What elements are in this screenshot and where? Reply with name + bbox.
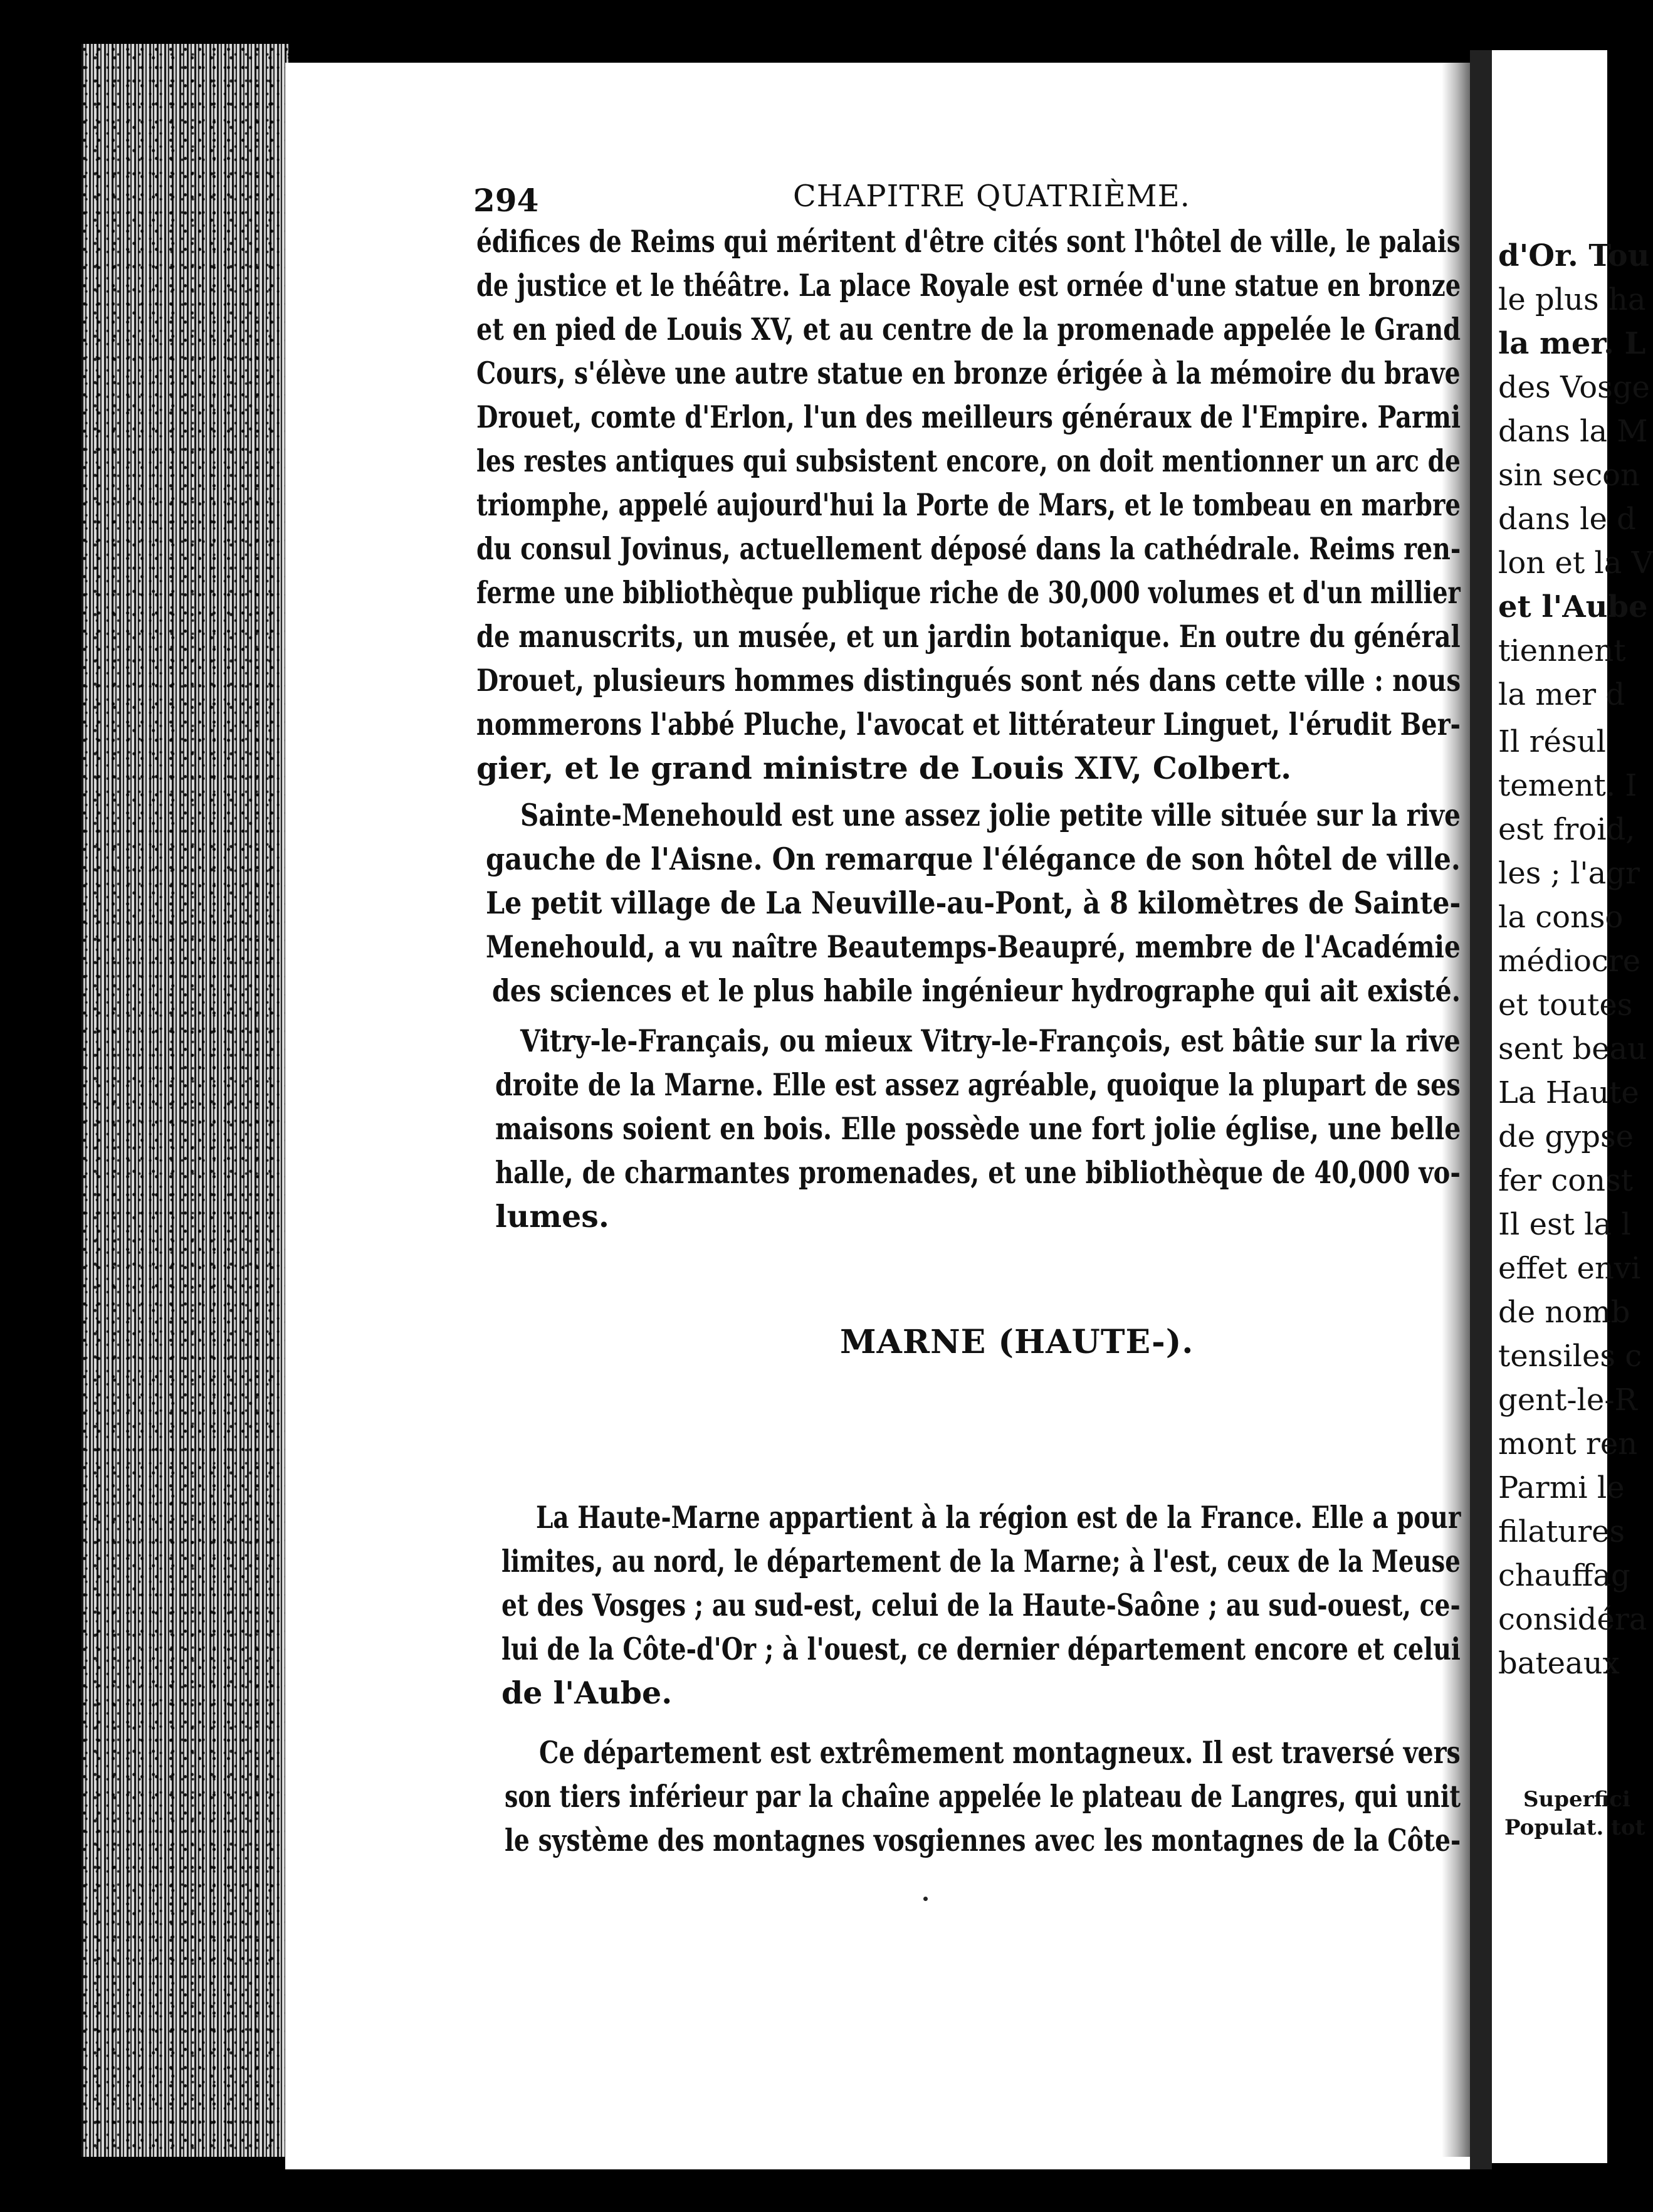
text-line: gier, et le grand ministre de Louis XIV, Colbert. bbox=[476, 750, 1292, 786]
text-line: Vitry-le-Français, ou mieux Vitry-le-François, est bâtie sur la rive bbox=[520, 1023, 1461, 1059]
running-head: CHAPITRE QUATRIÈME. bbox=[793, 179, 1190, 214]
text-line: des sciences et le plus habile ingénieur hydrographe qui ait existé. bbox=[492, 972, 1461, 1009]
facing-line: et toutes bbox=[1498, 988, 1633, 1023]
facing-line: considéra bbox=[1498, 1602, 1647, 1637]
facing-line: effet envi bbox=[1498, 1251, 1641, 1286]
facing-line: chauffag bbox=[1498, 1558, 1630, 1593]
ink-dot bbox=[923, 1897, 928, 1901]
text-line: Drouet, comte d'Erlon, l'un des meilleurs généraux de l'Empire. Parmi bbox=[476, 399, 1461, 435]
facing-line: tensiles c bbox=[1498, 1339, 1642, 1374]
text-line: Le petit village de La Neuville-au-Pont, à 8 kilomètres de Sainte- bbox=[486, 885, 1461, 921]
facing-line: médiocre bbox=[1498, 944, 1641, 979]
text-line: ferme une bibliothèque publique riche de 30,000 volumes et d'un millier bbox=[476, 574, 1461, 611]
text-line: son tiers inférieur par la chaîne appelée le plateau de Langres, qui unit bbox=[505, 1778, 1461, 1814]
right-page-fragment bbox=[1492, 50, 1653, 2163]
facing-line: et l'Aube bbox=[1498, 589, 1648, 624]
text-line: limites, au nord, le département de la Marne; à l'est, ceux de la Meuse bbox=[501, 1543, 1461, 1579]
text-line: maisons soient en bois. Elle possède une fort jolie église, une belle bbox=[495, 1110, 1461, 1147]
text-line: et des Vosges ; au sud-est, celui de la Haute-Saône ; au sud-ouest, ce- bbox=[501, 1587, 1461, 1623]
text-line: Cours, s'élève une autre statue en bronze érigée à la mémoire du brave bbox=[476, 355, 1461, 391]
text-line: Drouet, plusieurs hommes distingués sont nés dans cette ville : nous bbox=[476, 662, 1461, 698]
facing-line: la mer d bbox=[1498, 677, 1625, 712]
facing-footer-line: Populat. tot bbox=[1504, 1815, 1645, 1840]
facing-line: dans le d bbox=[1498, 502, 1636, 537]
text-line: de justice et le théâtre. La place Royale est ornée d'une statue en bronze bbox=[476, 267, 1461, 303]
facing-line: la mer. L bbox=[1498, 326, 1646, 361]
facing-line: tiennent bbox=[1498, 633, 1626, 668]
text-line: et en pied de Louis XV, et au centre de la promenade appelée le Grand bbox=[476, 311, 1461, 347]
text-line: de manuscrits, un musée, et un jardin botanique. En outre du général bbox=[476, 618, 1461, 655]
text-line: nommerons l'abbé Pluche, l'avocat et littérateur Linguet, l'érudit Ber- bbox=[476, 706, 1461, 742]
facing-line: bateaux bbox=[1498, 1646, 1620, 1681]
facing-line: est froid, bbox=[1498, 812, 1635, 847]
facing-line: tement. I bbox=[1498, 768, 1637, 803]
facing-line: gent-le-R bbox=[1498, 1382, 1637, 1418]
gutter bbox=[1470, 50, 1492, 2169]
text-line: Ce département est extrêmement montagneux. Il est traversé vers bbox=[539, 1734, 1461, 1771]
facing-line: filatures bbox=[1498, 1514, 1625, 1549]
facing-line: d'Or. Tou bbox=[1498, 238, 1650, 273]
facing-line: des Vosge bbox=[1498, 370, 1650, 405]
facing-line: fer const bbox=[1498, 1163, 1633, 1198]
facing-line: de nomb bbox=[1498, 1295, 1630, 1330]
page-number: 294 bbox=[473, 182, 539, 219]
text-line: droite de la Marne. Elle est assez agréable, quoique la plupart de ses bbox=[495, 1066, 1461, 1103]
text-line: le système des montagnes vosgiennes avec les montagnes de la Côte- bbox=[505, 1822, 1461, 1858]
text-line: du consul Jovinus, actuellement déposé dans la cathédrale. Reims ren- bbox=[476, 530, 1461, 567]
facing-line: dans la M bbox=[1498, 414, 1648, 449]
facing-line: sin secon bbox=[1498, 458, 1640, 493]
text-line: lui de la Côte-d'Or ; à l'ouest, ce dernier département encore et celui bbox=[501, 1631, 1461, 1667]
facing-line: mont ren bbox=[1498, 1426, 1638, 1462]
text-line: édifices de Reims qui méritent d'être cités sont l'hôtel de ville, le palais bbox=[476, 223, 1461, 260]
text-line: Sainte-Menehould est une assez jolie petite ville située sur la rive bbox=[520, 797, 1461, 833]
text-line: halle, de charmantes promenades, et une bibliothèque de 40,000 vo- bbox=[495, 1154, 1461, 1191]
facing-line: sent beau bbox=[1498, 1031, 1647, 1066]
section-title: MARNE (HAUTE-). bbox=[840, 1323, 1194, 1361]
text-line: de l'Aube. bbox=[501, 1675, 673, 1711]
text-line: gauche de l'Aisne. On remarque l'élégance de son hôtel de ville. bbox=[486, 841, 1461, 877]
facing-line: lon et la V bbox=[1498, 545, 1653, 581]
text-line: lumes. bbox=[495, 1198, 609, 1235]
facing-line: Il est la l bbox=[1498, 1207, 1631, 1242]
facing-line: la conso bbox=[1498, 900, 1624, 935]
facing-line: Parmi le bbox=[1498, 1470, 1625, 1505]
facing-line: les ; l'agr bbox=[1498, 856, 1640, 891]
text-line: Menehould, a vu naître Beautemps-Beaupré, membre de l'Académie bbox=[486, 929, 1461, 965]
facing-line: le plus ha bbox=[1498, 282, 1646, 317]
facing-line: Il résul bbox=[1498, 724, 1606, 759]
text-line: La Haute-Marne appartient à la région est de la France. Elle a pour bbox=[536, 1499, 1461, 1535]
text-line: triomphe, appelé aujourd'hui la Porte de Mars, et le tombeau en marbre bbox=[476, 487, 1461, 523]
facing-line: de gypse bbox=[1498, 1119, 1634, 1154]
facing-footer-line: Superfici bbox=[1523, 1787, 1630, 1812]
page-edges-speckle bbox=[81, 44, 288, 2157]
text-line: les restes antiques qui subsistent encore, on doit mentionner un arc de bbox=[476, 443, 1461, 479]
facing-line: La Haute bbox=[1498, 1075, 1639, 1110]
